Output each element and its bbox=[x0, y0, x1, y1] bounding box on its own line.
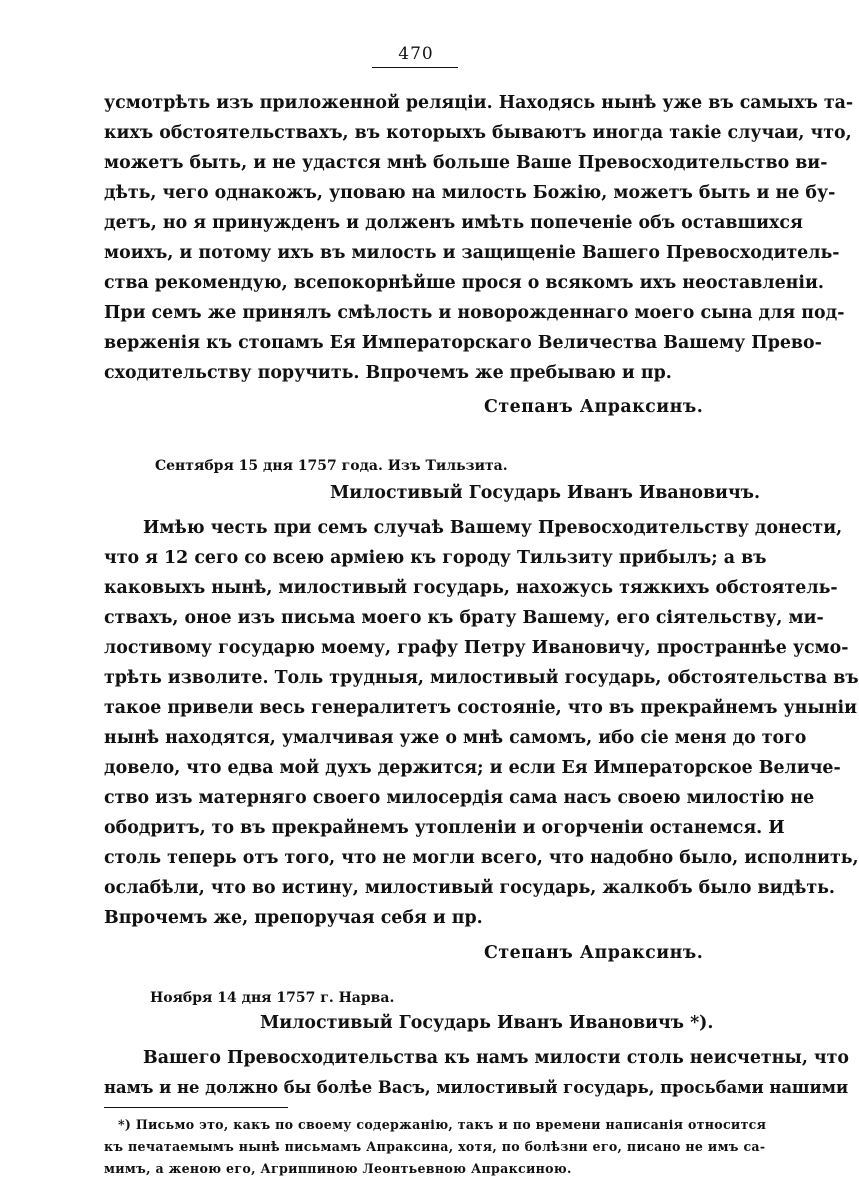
text-line: моихъ, и потому ихъ въ милость и защищеніе Вашего Превосходитель- bbox=[104, 243, 840, 263]
text-line: Вашего Превосходительства къ намъ милости столь неисчетны, что bbox=[143, 1048, 850, 1068]
text-line: Имѣю честь при семъ случаѣ Вашему Превосходительству донести, bbox=[143, 518, 843, 538]
text-line: детъ, но я принужденъ и долженъ имѣть попеченіе объ оставшихся bbox=[104, 213, 803, 233]
text-line: ободритъ, то въ прекрайнемъ утопленіи и огорченіи останемся. И bbox=[104, 818, 785, 838]
text-line: ства рекомендую, всепокорнѣйше прося о всякомъ ихъ неоставленіи. bbox=[104, 273, 824, 293]
text-line: кихъ обстоятельствахъ, въ которыхъ бываютъ иногда такіе случаи, что, bbox=[104, 123, 852, 143]
letter-dateline: Сентября 15 дня 1757 года. Изъ Тильзита. bbox=[155, 458, 508, 474]
letter-salutation: Милостивый Государь Иванъ Ивановичъ. bbox=[330, 483, 761, 503]
text-line: что я 12 сего со всею арміею къ городу Тильзиту прибылъ; а въ bbox=[104, 548, 767, 568]
text-line: намъ и не должно бы болѣе Васъ, милостивый государь, просьбами нашими bbox=[104, 1078, 849, 1097]
signature: Степанъ Апраксинъ. bbox=[484, 943, 704, 963]
text-line: ослабѣли, что во истину, милостивый государь, жалкобъ было видѣть. bbox=[104, 878, 835, 898]
text-line: Впрочемъ же, препоручая себя и пр. bbox=[104, 908, 483, 928]
text-line: дѣть, чего однакожъ, уповаю на милость Божію, можетъ быть и не бу- bbox=[104, 183, 836, 203]
text-line: При семъ же принялъ смѣлость и новорожденнаго моего сына для под- bbox=[104, 303, 845, 323]
footnote-line: *) Письмо это, какъ по своему содержанію, такъ и по времени написанія относится bbox=[118, 1117, 767, 1132]
signature: Степанъ Апраксинъ. bbox=[484, 397, 704, 417]
page-number: 470 bbox=[398, 44, 434, 64]
text-line: можетъ быть, и не удастся мнѣ больше Ваше Превосходительство ви- bbox=[104, 153, 828, 173]
footnote-line: мимъ, а женою его, Агриппиною Леонтьевною Апраксиною. bbox=[104, 1161, 572, 1176]
page-number-rule bbox=[372, 67, 458, 68]
text-line: такое привели весь генералитетъ состояніе, что въ прекрайнемъ уныніи bbox=[104, 698, 857, 718]
text-line: ствахъ, оное изъ письма моего къ брату Вашему, его сіятельству, ми- bbox=[104, 608, 824, 628]
footnote-line: къ печатаемымъ нынѣ письмамъ Апраксина, хотя, по болѣзни его, писано не имъ са- bbox=[104, 1139, 766, 1154]
letter-salutation: Милостивый Государь Иванъ Ивановичъ *). bbox=[260, 1013, 714, 1033]
text-line: довело, что едва мой духъ держится; и если Ея Императорское Величе- bbox=[104, 758, 841, 778]
text-line: сходительству поручить. Впрочемъ же пребываю и пр. bbox=[104, 363, 672, 383]
text-line: столь теперь отъ того, что не могли всего, что надобно было, исполнить, bbox=[104, 848, 859, 868]
text-line: трѣть изволите. Толь трудныя, милостивый государь, обстоятельства въ bbox=[104, 668, 859, 688]
text-line: ство изъ матерняго своего милосердія сама насъ своею милостію не bbox=[104, 788, 815, 808]
letter-dateline: Ноября 14 дня 1757 г. Нарва. bbox=[150, 990, 395, 1006]
text-line: усмотрѣть изъ приложенной реляціи. Находясь нынѣ уже въ самыхъ та- bbox=[104, 93, 854, 113]
text-line: нынѣ находятся, умалчивая уже о мнѣ самомъ, ибо сіе меня до того bbox=[104, 728, 807, 748]
text-line: верженія къ стопамъ Ея Императорскаго Величества Вашему Прево- bbox=[104, 333, 822, 353]
text-line: лостивому государю моему, графу Петру Ивановичу, пространнѣе усмо- bbox=[104, 638, 849, 658]
text-line: каковыхъ нынѣ, милостивый государь, нахожусь тяжкихъ обстоятель- bbox=[104, 578, 838, 598]
footnote-rule bbox=[104, 1107, 288, 1108]
